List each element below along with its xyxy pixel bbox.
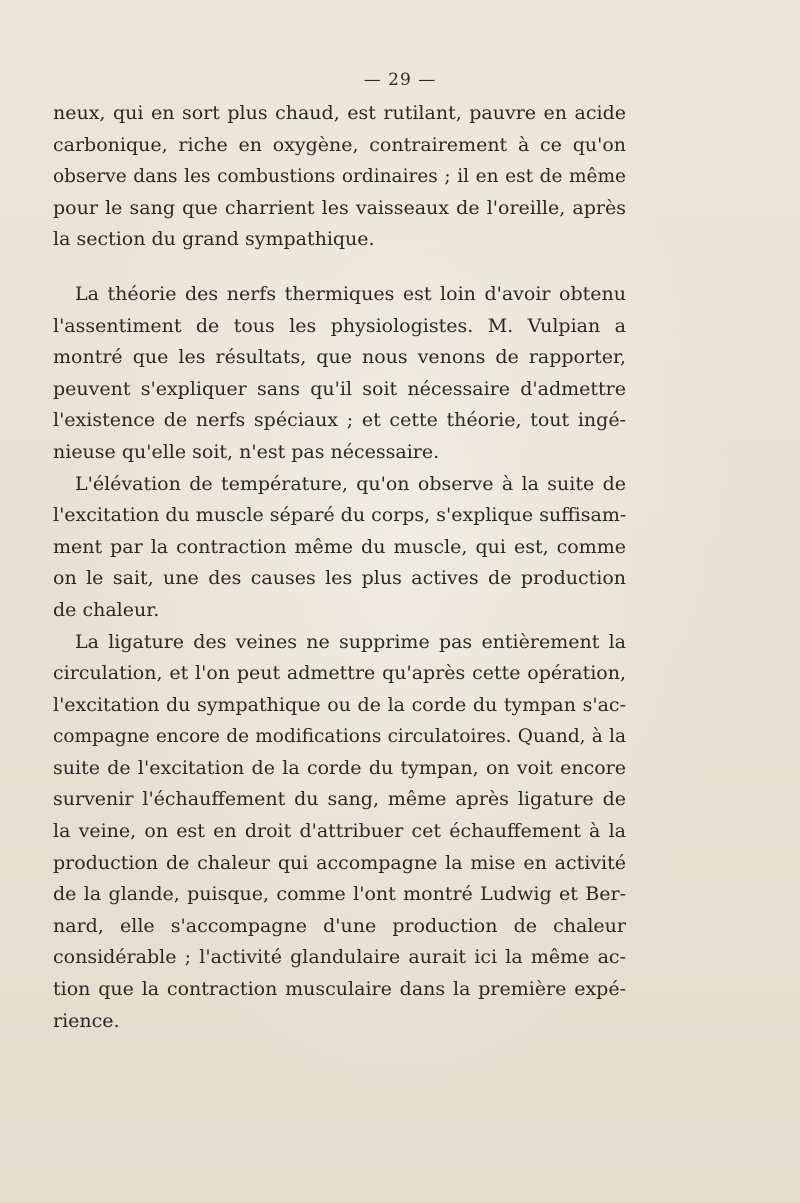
text-line: l'excitation du sympathique ou de la corde du tympan s'ac-: [53, 693, 626, 716]
text-line: neux, qui en sort plus chaud, est rutilant, pauvre en acide: [53, 102, 626, 124]
text-line: de chaleur.: [53, 598, 160, 621]
text-line: nard, elle s'accompagne d'une production de chaleur: [53, 914, 626, 937]
paragraph-3: [53, 469, 626, 627]
text-line: carbonique, riche en oxygène, contrairement à ce qu'on: [53, 133, 626, 156]
text-line: L'élévation de température, qu'on observe à la suite de: [75, 472, 626, 495]
text-line: La ligature des veines ne supprime pas entièrement la: [75, 630, 626, 653]
paragraph-gap: [53, 256, 626, 279]
text-line: observe dans les combustions ordinaires ; il en est de même: [53, 166, 626, 188]
text-line: tion que la contraction musculaire dans la première expé-: [53, 978, 626, 1001]
text-line: de la glande, puisque, comme l'ont montré Ludwig et Ber-: [53, 883, 626, 906]
text-line: survenir l'échauffement du sang, même après ligature de: [53, 788, 626, 811]
text-line: on le sait, une des causes les plus actives de production: [53, 567, 626, 590]
paragraph-2: [53, 279, 626, 469]
text-line: compagne encore de modifications circulatoires. Quand, à la: [53, 726, 626, 748]
paragraph-1: [53, 98, 626, 256]
text-line: suite de l'excitation de la corde du tympan, on voit encore: [53, 756, 626, 779]
text-line: production de chaleur qui accompagne la mise en activité: [53, 851, 626, 874]
text-line: considérable ; l'activité glandulaire aurait ici la même ac-: [53, 946, 626, 969]
text-line: l'existence de nerfs spéciaux ; et cette théorie, tout ingé-: [53, 409, 626, 432]
text-line: pour le sang que charrient les vaisseaux de l'oreille, après: [53, 196, 626, 219]
text-line: l'assentiment de tous les physiologistes. M. Vulpian a: [53, 314, 626, 337]
text-line: rience.: [53, 1009, 120, 1032]
text-line: La théorie des nerfs thermiques est loin d'avoir obtenu: [75, 282, 626, 305]
text-line: montré que les résultats, que nous venons de rapporter,: [53, 346, 626, 369]
text-line: peuvent s'expliquer sans qu'il soit nécessaire d'admettre: [53, 377, 626, 400]
paragraph-4: [53, 627, 626, 1038]
text-line: l'excitation du muscle séparé du corps, s'explique suffisam-: [53, 504, 627, 527]
body-text: [53, 98, 626, 1037]
text-line: la section du grand sympathique.: [53, 228, 375, 251]
text-line: la veine, on est en droit d'attribuer cet échauffement à la: [53, 820, 626, 843]
text-line: circulation, et l'on peut admettre qu'après cette opération,: [53, 662, 626, 685]
page-number: — 29 —: [363, 70, 437, 90]
text-line: ment par la contraction même du muscle, qui est, comme: [53, 535, 626, 558]
text-line: nieuse qu'elle soit, n'est pas nécessaire.: [53, 440, 440, 463]
